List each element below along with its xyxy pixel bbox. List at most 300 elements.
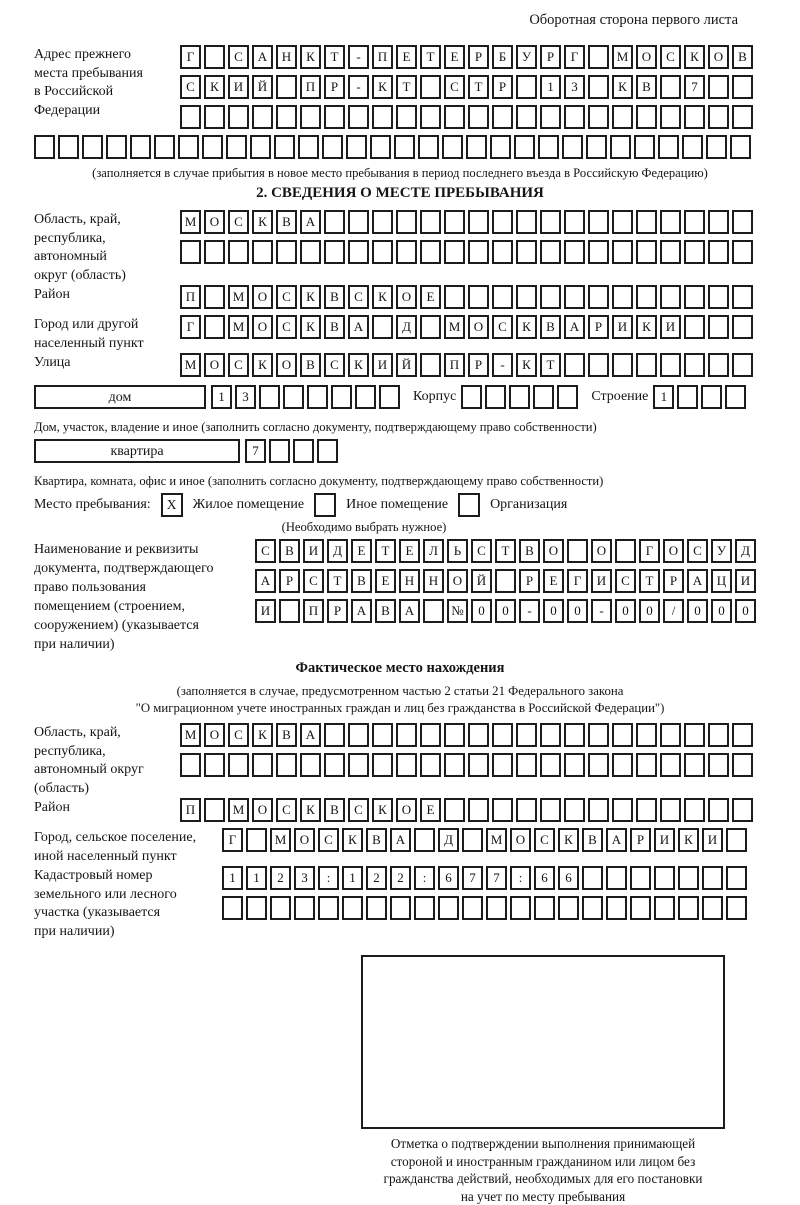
- char-cell[interactable]: Б: [492, 45, 513, 69]
- char-cell[interactable]: В: [276, 210, 297, 234]
- char-cell[interactable]: И: [255, 599, 276, 623]
- char-cell[interactable]: Т: [495, 539, 516, 563]
- char-cell[interactable]: [588, 723, 609, 747]
- char-cell[interactable]: Р: [468, 45, 489, 69]
- char-cell[interactable]: 1: [540, 75, 561, 99]
- char-cell[interactable]: А: [606, 828, 627, 852]
- char-cell[interactable]: [293, 439, 314, 463]
- char-cell[interactable]: [636, 353, 657, 377]
- char-cell[interactable]: П: [444, 353, 465, 377]
- char-cell[interactable]: [588, 353, 609, 377]
- char-cell[interactable]: [390, 896, 411, 920]
- char-cell[interactable]: Р: [327, 599, 348, 623]
- char-cell[interactable]: [204, 753, 225, 777]
- char-cell[interactable]: Р: [468, 353, 489, 377]
- char-cell[interactable]: [372, 210, 393, 234]
- char-cell[interactable]: О: [636, 45, 657, 69]
- char-cell[interactable]: Р: [540, 45, 561, 69]
- char-cell[interactable]: К: [342, 828, 363, 852]
- char-cell[interactable]: [732, 105, 753, 129]
- char-cell[interactable]: 3: [235, 385, 256, 409]
- char-cell[interactable]: [468, 723, 489, 747]
- char-cell[interactable]: [612, 353, 633, 377]
- char-cell[interactable]: О: [252, 798, 273, 822]
- char-cell[interactable]: [564, 240, 585, 264]
- char-cell[interactable]: [204, 45, 225, 69]
- char-cell[interactable]: [396, 105, 417, 129]
- char-cell[interactable]: [564, 285, 585, 309]
- char-cell[interactable]: 0: [639, 599, 660, 623]
- char-cell[interactable]: [588, 240, 609, 264]
- char-cell[interactable]: С: [615, 569, 636, 593]
- char-cell[interactable]: С: [255, 539, 276, 563]
- char-cell[interactable]: [276, 240, 297, 264]
- char-cell[interactable]: [684, 315, 705, 339]
- char-cell[interactable]: П: [372, 45, 393, 69]
- char-cell[interactable]: [130, 135, 151, 159]
- char-cell[interactable]: [708, 75, 729, 99]
- char-cell[interactable]: Д: [735, 539, 756, 563]
- char-cell[interactable]: Р: [630, 828, 651, 852]
- char-cell[interactable]: 0: [615, 599, 636, 623]
- char-cell[interactable]: 7: [486, 866, 507, 890]
- char-cell[interactable]: [732, 75, 753, 99]
- char-cell[interactable]: [444, 105, 465, 129]
- char-cell[interactable]: [396, 210, 417, 234]
- char-cell[interactable]: К: [204, 75, 225, 99]
- char-cell[interactable]: [468, 210, 489, 234]
- char-cell[interactable]: Д: [396, 315, 417, 339]
- char-cell[interactable]: Т: [324, 45, 345, 69]
- char-cell[interactable]: [461, 385, 482, 409]
- char-cell[interactable]: [228, 753, 249, 777]
- char-cell[interactable]: [588, 798, 609, 822]
- char-cell[interactable]: [732, 753, 753, 777]
- char-cell[interactable]: [228, 240, 249, 264]
- char-cell[interactable]: Е: [396, 45, 417, 69]
- char-cell[interactable]: О: [396, 285, 417, 309]
- char-cell[interactable]: -: [591, 599, 612, 623]
- char-cell[interactable]: [468, 798, 489, 822]
- char-cell[interactable]: [420, 723, 441, 747]
- char-cell[interactable]: [588, 753, 609, 777]
- char-cell[interactable]: 0: [495, 599, 516, 623]
- char-cell[interactable]: [300, 753, 321, 777]
- char-cell[interactable]: С: [276, 315, 297, 339]
- char-cell[interactable]: [204, 240, 225, 264]
- char-cell[interactable]: О: [396, 798, 417, 822]
- char-cell[interactable]: [684, 105, 705, 129]
- char-cell[interactable]: М: [486, 828, 507, 852]
- char-cell[interactable]: [348, 105, 369, 129]
- char-cell[interactable]: У: [711, 539, 732, 563]
- char-cell[interactable]: [534, 896, 555, 920]
- char-cell[interactable]: [346, 135, 367, 159]
- char-cell[interactable]: Г: [180, 315, 201, 339]
- char-cell[interactable]: Д: [327, 539, 348, 563]
- char-cell[interactable]: Й: [396, 353, 417, 377]
- char-cell[interactable]: [708, 753, 729, 777]
- char-cell[interactable]: И: [735, 569, 756, 593]
- char-cell[interactable]: [582, 866, 603, 890]
- char-cell[interactable]: [538, 135, 559, 159]
- char-cell[interactable]: [396, 753, 417, 777]
- char-cell[interactable]: В: [582, 828, 603, 852]
- char-cell[interactable]: [420, 75, 441, 99]
- char-cell[interactable]: [708, 723, 729, 747]
- char-cell[interactable]: [204, 798, 225, 822]
- char-cell[interactable]: [420, 240, 441, 264]
- char-cell[interactable]: [516, 240, 537, 264]
- char-cell[interactable]: [516, 285, 537, 309]
- char-cell[interactable]: С: [471, 539, 492, 563]
- char-cell[interactable]: П: [180, 798, 201, 822]
- char-cell[interactable]: 3: [294, 866, 315, 890]
- char-cell[interactable]: [612, 753, 633, 777]
- char-cell[interactable]: [300, 105, 321, 129]
- char-cell[interactable]: 6: [534, 866, 555, 890]
- char-cell[interactable]: Ц: [711, 569, 732, 593]
- char-cell[interactable]: Р: [663, 569, 684, 593]
- char-cell[interactable]: М: [228, 315, 249, 339]
- char-cell[interactable]: [701, 385, 722, 409]
- char-cell[interactable]: [636, 240, 657, 264]
- char-cell[interactable]: [654, 896, 675, 920]
- char-cell[interactable]: [677, 385, 698, 409]
- char-cell[interactable]: [660, 723, 681, 747]
- char-cell[interactable]: [396, 240, 417, 264]
- char-cell[interactable]: [564, 723, 585, 747]
- char-cell[interactable]: [420, 315, 441, 339]
- char-cell[interactable]: А: [351, 599, 372, 623]
- char-cell[interactable]: [468, 105, 489, 129]
- char-cell[interactable]: [246, 828, 267, 852]
- char-cell[interactable]: [331, 385, 352, 409]
- char-cell[interactable]: [732, 240, 753, 264]
- char-cell[interactable]: С: [348, 798, 369, 822]
- char-cell[interactable]: [423, 599, 444, 623]
- char-cell[interactable]: Е: [543, 569, 564, 593]
- char-cell[interactable]: [442, 135, 463, 159]
- char-cell[interactable]: [684, 210, 705, 234]
- char-cell[interactable]: Л: [423, 539, 444, 563]
- char-cell[interactable]: Й: [471, 569, 492, 593]
- char-cell[interactable]: [564, 753, 585, 777]
- char-cell[interactable]: [654, 866, 675, 890]
- char-cell[interactable]: К: [300, 45, 321, 69]
- char-cell[interactable]: [516, 798, 537, 822]
- char-cell[interactable]: 0: [687, 599, 708, 623]
- char-cell[interactable]: 0: [567, 599, 588, 623]
- char-cell[interactable]: М: [270, 828, 291, 852]
- char-cell[interactable]: [178, 135, 199, 159]
- char-cell[interactable]: [660, 75, 681, 99]
- char-cell[interactable]: 2: [390, 866, 411, 890]
- char-cell[interactable]: [588, 45, 609, 69]
- char-cell[interactable]: [682, 135, 703, 159]
- char-cell[interactable]: 2: [270, 866, 291, 890]
- char-cell[interactable]: [283, 385, 304, 409]
- char-cell[interactable]: №: [447, 599, 468, 623]
- char-cell[interactable]: [630, 896, 651, 920]
- char-cell[interactable]: [509, 385, 530, 409]
- char-cell[interactable]: [324, 240, 345, 264]
- char-cell[interactable]: [557, 385, 578, 409]
- char-cell[interactable]: [204, 315, 225, 339]
- char-cell[interactable]: И: [228, 75, 249, 99]
- char-cell[interactable]: С: [228, 210, 249, 234]
- char-cell[interactable]: О: [447, 569, 468, 593]
- char-cell[interactable]: [492, 753, 513, 777]
- char-cell[interactable]: [732, 210, 753, 234]
- char-cell[interactable]: У: [516, 45, 537, 69]
- char-cell[interactable]: [34, 135, 55, 159]
- char-cell[interactable]: Т: [639, 569, 660, 593]
- char-cell[interactable]: К: [636, 315, 657, 339]
- char-cell[interactable]: М: [180, 210, 201, 234]
- char-cell[interactable]: [379, 385, 400, 409]
- char-cell[interactable]: К: [300, 798, 321, 822]
- char-cell[interactable]: [612, 105, 633, 129]
- char-cell[interactable]: [708, 105, 729, 129]
- char-cell[interactable]: [660, 285, 681, 309]
- char-cell[interactable]: А: [348, 315, 369, 339]
- char-cell[interactable]: [250, 135, 271, 159]
- char-cell[interactable]: И: [303, 539, 324, 563]
- char-cell[interactable]: В: [324, 285, 345, 309]
- char-cell[interactable]: [540, 753, 561, 777]
- char-cell[interactable]: 0: [543, 599, 564, 623]
- char-cell[interactable]: [444, 723, 465, 747]
- char-cell[interactable]: А: [300, 723, 321, 747]
- char-cell[interactable]: [252, 240, 273, 264]
- char-cell[interactable]: [660, 353, 681, 377]
- char-cell[interactable]: [324, 723, 345, 747]
- char-cell[interactable]: [726, 896, 747, 920]
- char-cell[interactable]: [276, 105, 297, 129]
- char-cell[interactable]: -: [348, 45, 369, 69]
- char-cell[interactable]: [468, 753, 489, 777]
- char-cell[interactable]: О: [708, 45, 729, 69]
- char-cell[interactable]: О: [204, 353, 225, 377]
- char-cell[interactable]: [372, 723, 393, 747]
- char-cell[interactable]: [202, 135, 223, 159]
- char-cell[interactable]: Г: [180, 45, 201, 69]
- char-cell[interactable]: [274, 135, 295, 159]
- char-cell[interactable]: К: [300, 285, 321, 309]
- char-cell[interactable]: К: [612, 75, 633, 99]
- char-cell[interactable]: К: [372, 798, 393, 822]
- char-cell[interactable]: [420, 353, 441, 377]
- char-cell[interactable]: Т: [327, 569, 348, 593]
- char-cell[interactable]: 1: [342, 866, 363, 890]
- char-cell[interactable]: [732, 353, 753, 377]
- char-cell[interactable]: М: [444, 315, 465, 339]
- char-cell[interactable]: Г: [567, 569, 588, 593]
- char-cell[interactable]: [564, 210, 585, 234]
- char-cell[interactable]: -: [348, 75, 369, 99]
- char-cell[interactable]: [394, 135, 415, 159]
- char-cell[interactable]: [533, 385, 554, 409]
- char-cell[interactable]: К: [558, 828, 579, 852]
- char-cell[interactable]: [708, 798, 729, 822]
- char-cell[interactable]: [588, 210, 609, 234]
- char-cell[interactable]: Н: [399, 569, 420, 593]
- char-cell[interactable]: О: [468, 315, 489, 339]
- char-cell[interactable]: [702, 866, 723, 890]
- char-cell[interactable]: [636, 210, 657, 234]
- char-cell[interactable]: [612, 210, 633, 234]
- char-cell[interactable]: [372, 105, 393, 129]
- char-cell[interactable]: [276, 75, 297, 99]
- char-cell[interactable]: [606, 866, 627, 890]
- char-cell[interactable]: О: [204, 723, 225, 747]
- char-cell[interactable]: С: [534, 828, 555, 852]
- char-cell[interactable]: С: [444, 75, 465, 99]
- char-cell[interactable]: [226, 135, 247, 159]
- char-cell[interactable]: [588, 105, 609, 129]
- char-cell[interactable]: [486, 896, 507, 920]
- char-cell[interactable]: Ь: [447, 539, 468, 563]
- char-cell[interactable]: [562, 135, 583, 159]
- char-cell[interactable]: [276, 753, 297, 777]
- char-cell[interactable]: [444, 753, 465, 777]
- char-cell[interactable]: [492, 210, 513, 234]
- char-cell[interactable]: Е: [375, 569, 396, 593]
- char-cell[interactable]: [154, 135, 175, 159]
- char-cell[interactable]: Г: [639, 539, 660, 563]
- char-cell[interactable]: [348, 240, 369, 264]
- char-cell[interactable]: [269, 439, 290, 463]
- char-cell[interactable]: О: [252, 285, 273, 309]
- char-cell[interactable]: [725, 385, 746, 409]
- char-cell[interactable]: [612, 723, 633, 747]
- char-cell[interactable]: [586, 135, 607, 159]
- char-cell[interactable]: [540, 210, 561, 234]
- char-cell[interactable]: П: [180, 285, 201, 309]
- char-cell[interactable]: К: [684, 45, 705, 69]
- char-cell[interactable]: [564, 105, 585, 129]
- char-cell[interactable]: [726, 828, 747, 852]
- char-cell[interactable]: [708, 285, 729, 309]
- char-cell[interactable]: [660, 240, 681, 264]
- char-cell[interactable]: [420, 105, 441, 129]
- char-cell[interactable]: [106, 135, 127, 159]
- char-cell[interactable]: [444, 240, 465, 264]
- char-cell[interactable]: [660, 105, 681, 129]
- char-cell[interactable]: :: [414, 866, 435, 890]
- char-cell[interactable]: Н: [423, 569, 444, 593]
- char-cell[interactable]: [708, 240, 729, 264]
- char-cell[interactable]: В: [276, 723, 297, 747]
- char-cell[interactable]: Р: [324, 75, 345, 99]
- char-cell[interactable]: [355, 385, 376, 409]
- char-cell[interactable]: 0: [735, 599, 756, 623]
- char-cell[interactable]: [468, 285, 489, 309]
- char-cell[interactable]: [82, 135, 103, 159]
- char-cell[interactable]: С: [324, 353, 345, 377]
- char-cell[interactable]: [660, 210, 681, 234]
- char-cell[interactable]: 7: [684, 75, 705, 99]
- char-cell[interactable]: [324, 105, 345, 129]
- char-cell[interactable]: 1: [222, 866, 243, 890]
- char-cell[interactable]: В: [540, 315, 561, 339]
- char-cell[interactable]: [492, 723, 513, 747]
- char-cell[interactable]: Р: [279, 569, 300, 593]
- char-cell[interactable]: [324, 753, 345, 777]
- char-cell[interactable]: [372, 240, 393, 264]
- char-cell[interactable]: В: [300, 353, 321, 377]
- char-cell[interactable]: Т: [468, 75, 489, 99]
- char-cell[interactable]: 3: [564, 75, 585, 99]
- char-cell[interactable]: [732, 285, 753, 309]
- char-cell[interactable]: С: [276, 285, 297, 309]
- char-cell[interactable]: [307, 385, 328, 409]
- char-cell[interactable]: П: [300, 75, 321, 99]
- char-cell[interactable]: 7: [245, 439, 266, 463]
- char-cell[interactable]: [615, 539, 636, 563]
- char-cell[interactable]: [606, 896, 627, 920]
- char-cell[interactable]: О: [204, 210, 225, 234]
- char-cell[interactable]: [492, 285, 513, 309]
- char-cell[interactable]: [516, 105, 537, 129]
- char-cell[interactable]: -: [519, 599, 540, 623]
- char-cell[interactable]: [684, 285, 705, 309]
- char-cell[interactable]: И: [654, 828, 675, 852]
- char-cell[interactable]: О: [252, 315, 273, 339]
- char-cell[interactable]: [684, 353, 705, 377]
- char-cell[interactable]: Н: [276, 45, 297, 69]
- char-cell[interactable]: [588, 75, 609, 99]
- char-cell[interactable]: [462, 896, 483, 920]
- char-cell[interactable]: [564, 798, 585, 822]
- char-cell[interactable]: [222, 896, 243, 920]
- char-cell[interactable]: [298, 135, 319, 159]
- char-cell[interactable]: [658, 135, 679, 159]
- char-cell[interactable]: [612, 798, 633, 822]
- char-cell[interactable]: Е: [399, 539, 420, 563]
- char-cell[interactable]: П: [303, 599, 324, 623]
- char-cell[interactable]: [438, 896, 459, 920]
- char-cell[interactable]: А: [564, 315, 585, 339]
- char-cell[interactable]: О: [591, 539, 612, 563]
- char-cell[interactable]: [540, 723, 561, 747]
- char-cell[interactable]: [300, 240, 321, 264]
- char-cell[interactable]: /: [663, 599, 684, 623]
- char-cell[interactable]: М: [228, 798, 249, 822]
- char-cell[interactable]: [708, 315, 729, 339]
- char-cell[interactable]: С: [660, 45, 681, 69]
- char-cell[interactable]: [514, 135, 535, 159]
- char-cell[interactable]: В: [375, 599, 396, 623]
- char-cell[interactable]: [492, 105, 513, 129]
- char-cell[interactable]: [228, 105, 249, 129]
- char-cell[interactable]: [732, 798, 753, 822]
- char-cell[interactable]: К: [678, 828, 699, 852]
- char-cell[interactable]: С: [492, 315, 513, 339]
- char-cell[interactable]: К: [348, 353, 369, 377]
- char-cell[interactable]: К: [372, 285, 393, 309]
- char-cell[interactable]: В: [366, 828, 387, 852]
- char-cell[interactable]: 2: [366, 866, 387, 890]
- char-cell[interactable]: [444, 210, 465, 234]
- checkbox-residential[interactable]: X: [161, 493, 183, 517]
- char-cell[interactable]: [706, 135, 727, 159]
- char-cell[interactable]: С: [228, 45, 249, 69]
- char-cell[interactable]: [420, 210, 441, 234]
- char-cell[interactable]: :: [510, 866, 531, 890]
- char-cell[interactable]: [516, 210, 537, 234]
